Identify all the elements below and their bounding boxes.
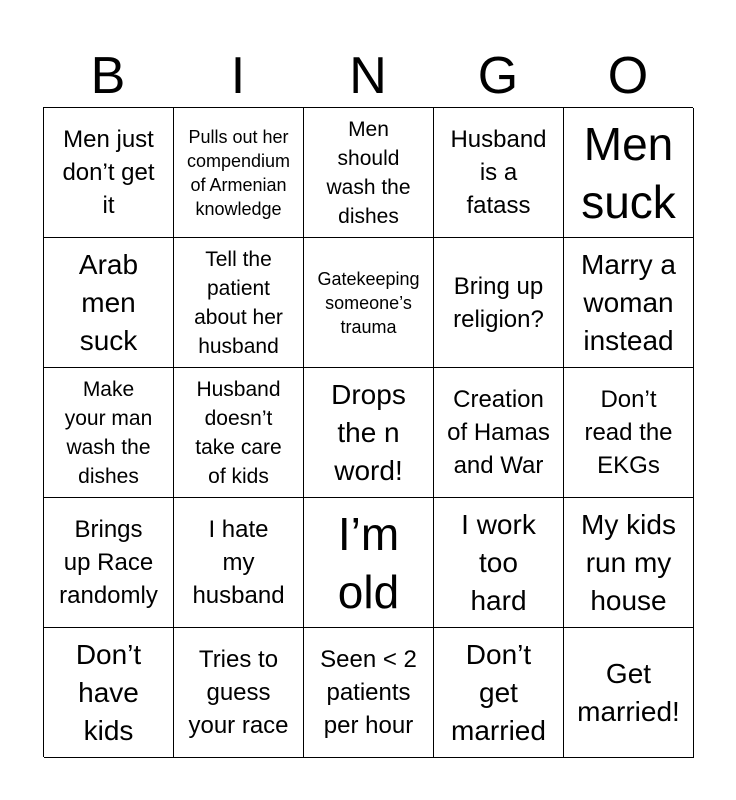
bingo-cell[interactable]: Tries to guess your race (174, 628, 304, 758)
header-letter-b: B (90, 47, 126, 105)
bingo-cell[interactable]: Bring up religion? (434, 238, 564, 368)
bingo-cell[interactable]: Don’t have kids (44, 628, 174, 758)
bingo-cell[interactable]: Brings up Race randomly (44, 498, 174, 628)
bingo-grid (43, 107, 693, 757)
bingo-cell[interactable]: Don’t read the EKGs (564, 368, 694, 498)
header-letter-i: I (230, 47, 246, 105)
bingo-cell[interactable]: I work too hard (434, 498, 564, 628)
bingo-cell[interactable]: Don’t get married (434, 628, 564, 758)
bingo-cell[interactable]: Pulls out her compendium of Armenian knowledge (174, 108, 304, 238)
bingo-cell[interactable]: Creation of Hamas and War (434, 368, 564, 498)
bingo-cell[interactable]: Men should wash the dishes (304, 108, 434, 238)
header-letter-n: N (349, 47, 387, 105)
bingo-cell[interactable]: Men suck (564, 108, 694, 238)
bingo-cell[interactable]: Get married! (564, 628, 694, 758)
bingo-cell[interactable]: I hate my husband (174, 498, 304, 628)
header-letter-o: O (607, 47, 649, 105)
bingo-cell[interactable]: Make your man wash the dishes (44, 368, 174, 498)
bingo-cell[interactable]: I’m old (304, 498, 434, 628)
bingo-cell[interactable]: Marry a woman instead (564, 238, 694, 368)
bingo-cell[interactable]: Seen < 2 patients per hour (304, 628, 434, 758)
bingo-cell[interactable]: Drops the n word! (304, 368, 434, 498)
bingo-cell[interactable]: My kids run my house (564, 498, 694, 628)
bingo-cell[interactable]: Gatekeeping someone’s trauma (304, 238, 434, 368)
bingo-cell[interactable]: Husband is a fatass (434, 108, 564, 238)
bingo-header (43, 44, 693, 108)
bingo-cell[interactable]: Husband doesn’t take care of kids (174, 368, 304, 498)
bingo-cell[interactable]: Arab men suck (44, 238, 174, 368)
bingo-cell[interactable]: Tell the patient about her husband (174, 238, 304, 368)
bingo-cell[interactable]: Men just don’t get it (44, 108, 174, 238)
header-letter-g: G (477, 47, 519, 105)
